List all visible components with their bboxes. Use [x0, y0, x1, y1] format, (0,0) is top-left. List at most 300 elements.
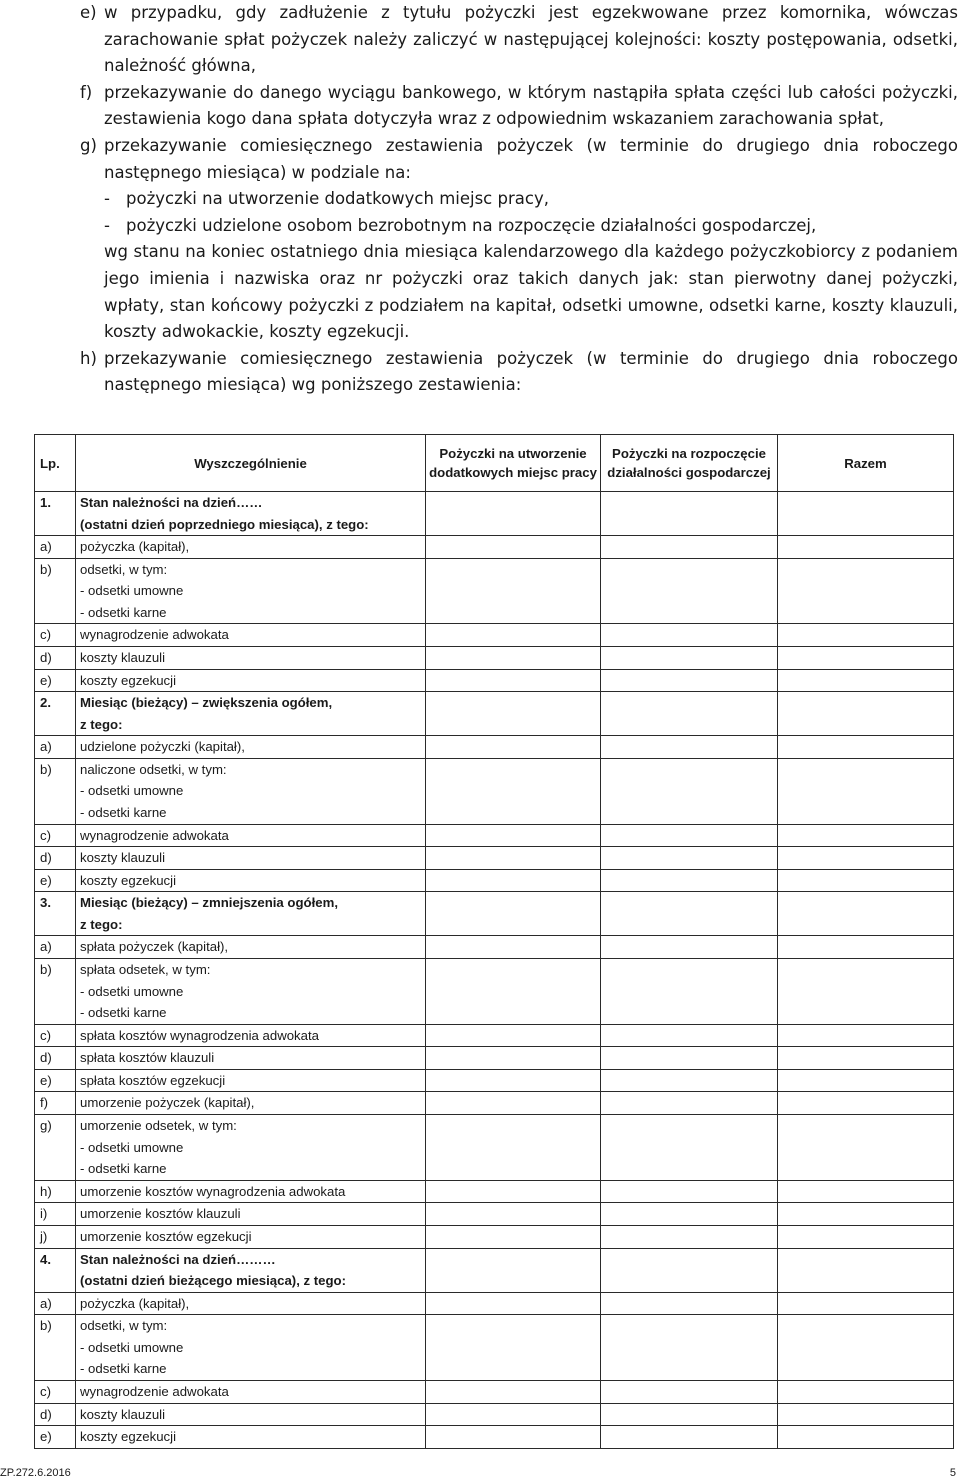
row-lp: a): [35, 536, 76, 559]
table-row: [35, 558, 954, 580]
clause-g-dash-2: [80, 213, 958, 240]
row-description: [76, 1315, 426, 1337]
row-description: [76, 536, 426, 559]
value-cell-new-jobs[interactable]: [426, 646, 601, 669]
row-description-line: umorzenie odsetek, w tym:: [80, 1118, 237, 1134]
value-cell-total[interactable]: [778, 1315, 954, 1337]
value-cell-new-jobs[interactable]: [426, 1358, 601, 1380]
row-description: [76, 1137, 426, 1159]
clause-g-continuation: wg stanu na koniec ostatniego dnia miesiąca kalendarzowego dla każdego pożyczkobiorcy z podaniem jego imienia i nazwiska oraz nr pożyczki oraz takich danych jak: stan pierwotny danej pożyczki, wpłaty, stan końcowy pożyczki z podziałem na kapitał, odsetki umowne, odsetki karne, koszty klauzuli, koszty adwokackie, koszty egzekucji.: [104, 242, 958, 342]
value-cell-new-jobs[interactable]: [426, 536, 601, 559]
row-lp: d): [35, 847, 76, 870]
value-cell-new-jobs[interactable]: [426, 492, 601, 536]
value-cell-business-start[interactable]: [601, 602, 778, 624]
row-description: [76, 580, 426, 602]
row-description: [76, 780, 426, 802]
row-description-line: z tego:: [80, 916, 123, 932]
value-cell-business-start[interactable]: [601, 824, 778, 847]
value-cell-new-jobs[interactable]: [426, 1226, 601, 1249]
row-lp: c): [35, 624, 76, 647]
value-cell-business-start[interactable]: [601, 1381, 778, 1404]
value-cell-new-jobs[interactable]: [426, 1381, 601, 1404]
table-row: [35, 1002, 954, 1024]
table-row: [35, 1381, 954, 1404]
row-lp: c): [35, 1381, 76, 1404]
value-cell-new-jobs[interactable]: [426, 1024, 601, 1047]
row-lp: d): [35, 1047, 76, 1070]
value-cell-new-jobs[interactable]: [426, 558, 601, 580]
table-row: [35, 1337, 954, 1359]
row-description: [76, 1358, 426, 1380]
value-cell-new-jobs[interactable]: [426, 1115, 601, 1137]
row-description: [76, 1158, 426, 1180]
row-description-line: pożyczka (kapitał),: [80, 1295, 190, 1311]
value-cell-business-start[interactable]: [601, 1092, 778, 1115]
value-cell-new-jobs[interactable]: [426, 1047, 601, 1070]
clause-f-text: przekazywanie do danego wyciągu bankowego, w którym nastąpiła spłata części lub całości pożyczki, zestawienia kogo dana spłata dotyczyła wraz z odpowiednim wskazaniem zarachowania spłat,: [104, 82, 958, 129]
loan-statement-table: [34, 434, 954, 1449]
row-lp: [35, 802, 76, 824]
row-description-line: z tego:: [80, 716, 123, 732]
value-cell-business-start[interactable]: [601, 736, 778, 759]
row-description-line: umorzenie pożyczek (kapitał),: [80, 1095, 255, 1111]
value-cell-new-jobs[interactable]: [426, 1315, 601, 1337]
value-cell-business-start[interactable]: [601, 536, 778, 559]
value-cell-total[interactable]: [778, 580, 954, 602]
row-description: [76, 558, 426, 580]
row-description: [76, 1403, 426, 1426]
row-lp: 3.: [35, 892, 76, 936]
row-description-line: Stan należności na dzień………: [80, 1251, 276, 1267]
row-description-line: Miesiąc (bieżący) – zwiększenia ogółem,: [80, 695, 333, 711]
value-cell-new-jobs[interactable]: [426, 780, 601, 802]
row-lp: j): [35, 1226, 76, 1249]
table-row: [35, 1426, 954, 1449]
value-cell-new-jobs[interactable]: [426, 869, 601, 892]
row-lp: b): [35, 958, 76, 980]
value-cell-total[interactable]: [778, 1002, 954, 1024]
value-cell-total[interactable]: [778, 1426, 954, 1449]
table-row: [35, 1115, 954, 1137]
value-cell-new-jobs[interactable]: [426, 824, 601, 847]
row-description: [76, 802, 426, 824]
row-description-line: odsetki, w tym:: [80, 561, 168, 577]
value-cell-business-start[interactable]: [601, 580, 778, 602]
value-cell-business-start[interactable]: [601, 892, 778, 936]
value-cell-new-jobs[interactable]: [426, 1292, 601, 1315]
row-description: [76, 1069, 426, 1092]
row-description-line: udzielone pożyczki (kapitał),: [80, 739, 245, 755]
row-description: [76, 1047, 426, 1070]
table-row: [35, 580, 954, 602]
value-cell-business-start[interactable]: [601, 1047, 778, 1070]
dash-text: pożyczki na utworzenie dodatkowych miejsc pracy,: [126, 189, 549, 209]
table-body: [35, 492, 954, 1449]
value-cell-total[interactable]: [778, 1248, 954, 1292]
row-lp: [35, 981, 76, 1003]
row-lp: a): [35, 1292, 76, 1315]
row-description: [76, 1002, 426, 1024]
row-description-line: koszty klauzuli: [80, 649, 166, 665]
table-row: [35, 1024, 954, 1047]
row-description: [76, 1226, 426, 1249]
row-lp: e): [35, 1069, 76, 1092]
value-cell-business-start[interactable]: [601, 646, 778, 669]
value-cell-total[interactable]: [778, 869, 954, 892]
value-cell-business-start[interactable]: [601, 1292, 778, 1315]
row-lp: [35, 780, 76, 802]
value-cell-business-start[interactable]: [601, 1137, 778, 1159]
value-cell-new-jobs[interactable]: [426, 1248, 601, 1292]
value-cell-business-start[interactable]: [601, 492, 778, 536]
row-description: [76, 1203, 426, 1226]
row-description-line: naliczone odsetki, w tym:: [80, 761, 227, 777]
value-cell-business-start[interactable]: [601, 1248, 778, 1292]
row-description: [76, 1292, 426, 1315]
value-cell-business-start[interactable]: [601, 1115, 778, 1137]
row-description: [76, 1180, 426, 1203]
value-cell-business-start[interactable]: [601, 981, 778, 1003]
row-lp: d): [35, 646, 76, 669]
value-cell-total[interactable]: [778, 692, 954, 736]
row-lp: f): [35, 1092, 76, 1115]
row-description: [76, 624, 426, 647]
row-lp: e): [35, 669, 76, 692]
value-cell-new-jobs[interactable]: [426, 892, 601, 936]
row-description: [76, 692, 426, 736]
value-cell-total[interactable]: [778, 736, 954, 759]
table-row: [35, 1047, 954, 1070]
value-cell-business-start[interactable]: [601, 1337, 778, 1359]
value-cell-total[interactable]: [778, 1358, 954, 1380]
table-row: [35, 492, 954, 536]
value-cell-total[interactable]: [778, 1092, 954, 1115]
row-description: [76, 981, 426, 1003]
row-description: [76, 1024, 426, 1047]
row-description: [76, 669, 426, 692]
row-lp: b): [35, 1315, 76, 1337]
value-cell-total[interactable]: [778, 981, 954, 1003]
document-reference: ZP.272.6.2016: [0, 1467, 71, 1479]
clause-e-text: w przypadku, gdy zadłużenie z tytułu pożyczki jest egzekwowane przez komornika, wówczas zarachowanie spłat pożyczek należy zaliczyć w następującej kolejności: koszty postępowania, odsetki, należność główna,: [104, 3, 958, 76]
row-description: [76, 646, 426, 669]
value-cell-total[interactable]: [778, 1403, 954, 1426]
row-lp: 4.: [35, 1248, 76, 1292]
clause-g: [80, 133, 958, 186]
row-description: [76, 492, 426, 536]
value-cell-total[interactable]: [778, 1158, 954, 1180]
value-cell-new-jobs[interactable]: [426, 1337, 601, 1359]
value-cell-total[interactable]: [778, 1381, 954, 1404]
value-cell-new-jobs[interactable]: [426, 981, 601, 1003]
table-row: [35, 669, 954, 692]
row-description-line: wynagrodzenie adwokata: [80, 1384, 229, 1399]
row-lp: h): [35, 1180, 76, 1203]
table-row: [35, 624, 954, 647]
row-lp: [35, 1337, 76, 1359]
value-cell-new-jobs[interactable]: [426, 1180, 601, 1203]
row-description-line: koszty egzekucji: [80, 872, 177, 888]
row-description-line: - odsetki umowne: [80, 1339, 184, 1355]
row-description: [76, 869, 426, 892]
value-cell-business-start[interactable]: [601, 1002, 778, 1024]
row-description: [76, 602, 426, 624]
value-cell-new-jobs[interactable]: [426, 736, 601, 759]
row-description-line: wynagrodzenie adwokata: [80, 827, 229, 843]
row-lp: e): [35, 869, 76, 892]
table-row: [35, 646, 954, 669]
value-cell-new-jobs[interactable]: [426, 1002, 601, 1024]
row-description-line: - odsetki umowne: [80, 583, 184, 599]
row-description-line: spłata kosztów klauzuli: [80, 1050, 215, 1066]
row-lp: c): [35, 824, 76, 847]
row-description-line: - odsetki karne: [80, 1361, 167, 1377]
clause-h-text: przekazywanie comiesięcznego zestawienia pożyczek (w terminie do drugiego dnia roboczego następnego miesiąca) wg poniższego zestawienia:: [104, 348, 958, 395]
value-cell-total[interactable]: [778, 624, 954, 647]
value-cell-business-start[interactable]: [601, 558, 778, 580]
clause-e-label: e): [80, 3, 97, 22]
value-cell-total[interactable]: [778, 1024, 954, 1047]
header-total: Razem: [778, 435, 954, 492]
value-cell-new-jobs[interactable]: [426, 1137, 601, 1159]
value-cell-business-start[interactable]: [601, 936, 778, 959]
row-description-line: spłata kosztów wynagrodzenia adwokata: [80, 1027, 319, 1043]
value-cell-total[interactable]: [778, 492, 954, 536]
row-lp: [35, 1158, 76, 1180]
row-description-line: koszty klauzuli: [80, 850, 166, 866]
value-cell-business-start[interactable]: [601, 802, 778, 824]
row-description-line: - odsetki umowne: [80, 783, 184, 799]
header-new-jobs-loans: Pożyczki na utworzenie dodatkowych miejsc pracy: [426, 435, 601, 492]
value-cell-total[interactable]: [778, 669, 954, 692]
table-row: [35, 847, 954, 870]
row-description: [76, 958, 426, 980]
value-cell-business-start[interactable]: [601, 1203, 778, 1226]
row-description-line: - odsetki karne: [80, 1161, 167, 1177]
clause-e: [80, 0, 958, 80]
row-lp: [35, 1002, 76, 1024]
table-row: [35, 692, 954, 736]
value-cell-new-jobs[interactable]: [426, 1069, 601, 1092]
row-description: [76, 1381, 426, 1404]
value-cell-total[interactable]: [778, 1047, 954, 1070]
row-description-line: Miesiąc (bieżący) – zmniejszenia ogółem,: [80, 895, 338, 911]
row-lp: i): [35, 1203, 76, 1226]
value-cell-total[interactable]: [778, 602, 954, 624]
value-cell-total[interactable]: [778, 802, 954, 824]
row-description-line: - odsetki umowne: [80, 1139, 184, 1155]
value-cell-new-jobs[interactable]: [426, 1403, 601, 1426]
row-description-line: Stan należności na dzień……: [80, 495, 263, 510]
row-lp: [35, 1137, 76, 1159]
row-description-line: koszty egzekucji: [80, 672, 177, 688]
value-cell-new-jobs[interactable]: [426, 1203, 601, 1226]
value-cell-new-jobs[interactable]: [426, 1092, 601, 1115]
row-description: [76, 1248, 426, 1292]
value-cell-total[interactable]: [778, 936, 954, 959]
clause-f-label: f): [80, 82, 93, 102]
table-row: [35, 1092, 954, 1115]
value-cell-business-start[interactable]: [601, 1315, 778, 1337]
value-cell-new-jobs[interactable]: [426, 847, 601, 870]
table-row: [35, 1403, 954, 1426]
row-description: [76, 758, 426, 780]
row-lp: [35, 580, 76, 602]
row-lp: g): [35, 1115, 76, 1137]
row-description-line: - odsetki karne: [80, 1005, 167, 1021]
value-cell-new-jobs[interactable]: [426, 692, 601, 736]
value-cell-new-jobs[interactable]: [426, 758, 601, 780]
row-description: [76, 892, 426, 936]
row-description: [76, 736, 426, 759]
row-description-line: koszty klauzuli: [80, 1406, 166, 1422]
clause-h: [80, 346, 958, 399]
value-cell-business-start[interactable]: [601, 847, 778, 870]
value-cell-new-jobs[interactable]: [426, 669, 601, 692]
value-cell-total[interactable]: [778, 1292, 954, 1315]
table-row: [35, 1203, 954, 1226]
value-cell-new-jobs[interactable]: [426, 1426, 601, 1449]
table-row: [35, 981, 954, 1003]
clause-g-dash-1: [80, 186, 958, 213]
header-description: Wyszczególnienie: [76, 435, 426, 492]
row-description-line: umorzenie kosztów klauzuli: [80, 1206, 241, 1222]
row-description-line: - odsetki umowne: [80, 983, 184, 999]
header-business-start-loans: Pożyczki na rozpoczęcie działalności gospodarczej: [601, 435, 778, 492]
value-cell-total[interactable]: [778, 1115, 954, 1137]
value-cell-total[interactable]: [778, 780, 954, 802]
table-row: [35, 602, 954, 624]
row-lp: d): [35, 1403, 76, 1426]
table-row: [35, 1180, 954, 1203]
row-description: [76, 1337, 426, 1359]
table-row: [35, 892, 954, 936]
value-cell-total[interactable]: [778, 1226, 954, 1249]
value-cell-new-jobs[interactable]: [426, 602, 601, 624]
value-cell-business-start[interactable]: [601, 758, 778, 780]
value-cell-total[interactable]: [778, 1137, 954, 1159]
value-cell-business-start[interactable]: [601, 1358, 778, 1380]
row-description-line: wynagrodzenie adwokata: [80, 627, 229, 643]
table-row: [35, 1069, 954, 1092]
row-lp: [35, 602, 76, 624]
value-cell-total[interactable]: [778, 892, 954, 936]
row-description-line: koszty egzekucji: [80, 1429, 177, 1445]
value-cell-business-start[interactable]: [601, 1180, 778, 1203]
value-cell-new-jobs[interactable]: [426, 802, 601, 824]
row-description-line: (ostatni dzień bieżącego miesiąca), z tego:: [80, 1273, 347, 1289]
row-lp: b): [35, 758, 76, 780]
row-description: [76, 1426, 426, 1449]
row-description: [76, 1092, 426, 1115]
value-cell-total[interactable]: [778, 847, 954, 870]
table-row: [35, 1158, 954, 1180]
row-description: [76, 936, 426, 959]
row-description-line: (ostatni dzień poprzedniego miesiąca), z tego:: [80, 516, 369, 532]
row-lp: 2.: [35, 692, 76, 736]
dash-marker: -: [104, 189, 110, 209]
value-cell-business-start[interactable]: [601, 780, 778, 802]
value-cell-total[interactable]: [778, 1337, 954, 1359]
row-lp: a): [35, 736, 76, 759]
row-description-line: odsetki, w tym:: [80, 1318, 168, 1334]
contract-clauses: [80, 0, 958, 399]
header-lp: Lp.: [35, 435, 76, 492]
table-row: [35, 824, 954, 847]
clause-g-label: g): [80, 135, 97, 155]
value-cell-total[interactable]: [778, 758, 954, 780]
value-cell-new-jobs[interactable]: [426, 624, 601, 647]
value-cell-business-start[interactable]: [601, 692, 778, 736]
value-cell-business-start[interactable]: [601, 1069, 778, 1092]
clause-g-text: przekazywanie comiesięcznego zestawienia pożyczek (w terminie do drugiego dnia roboczego następnego miesiąca) w podziale na:: [104, 135, 958, 182]
value-cell-total[interactable]: [778, 646, 954, 669]
table-row: [35, 1248, 954, 1292]
row-description-line: - odsetki karne: [80, 804, 167, 820]
page-number: 5: [949, 1467, 956, 1479]
value-cell-new-jobs[interactable]: [426, 1158, 601, 1180]
value-cell-new-jobs[interactable]: [426, 580, 601, 602]
value-cell-business-start[interactable]: [601, 1158, 778, 1180]
value-cell-total[interactable]: [778, 1069, 954, 1092]
value-cell-business-start[interactable]: [601, 1226, 778, 1249]
value-cell-business-start[interactable]: [601, 869, 778, 892]
value-cell-business-start[interactable]: [601, 958, 778, 980]
row-description: [76, 824, 426, 847]
value-cell-business-start[interactable]: [601, 1426, 778, 1449]
clause-f: [80, 80, 958, 133]
value-cell-total[interactable]: [778, 1203, 954, 1226]
row-description: [76, 847, 426, 870]
row-lp: b): [35, 558, 76, 580]
value-cell-total[interactable]: [778, 824, 954, 847]
value-cell-new-jobs[interactable]: [426, 958, 601, 980]
value-cell-business-start[interactable]: [601, 624, 778, 647]
row-description-line: umorzenie kosztów egzekucji: [80, 1229, 252, 1245]
row-lp: e): [35, 1426, 76, 1449]
table-row: [35, 1358, 954, 1380]
table-row: [35, 536, 954, 559]
value-cell-business-start[interactable]: [601, 669, 778, 692]
row-description: [76, 1115, 426, 1137]
row-lp: [35, 1358, 76, 1380]
row-description-line: spłata kosztów egzekucji: [80, 1072, 226, 1088]
table-row: [35, 869, 954, 892]
value-cell-total[interactable]: [778, 536, 954, 559]
clause-h-label: h): [80, 348, 97, 368]
table-row: [35, 1292, 954, 1315]
table-row: [35, 1226, 954, 1249]
value-cell-new-jobs[interactable]: [426, 936, 601, 959]
value-cell-total[interactable]: [778, 558, 954, 580]
value-cell-business-start[interactable]: [601, 1024, 778, 1047]
table-row: [35, 802, 954, 824]
table-row: [35, 780, 954, 802]
row-description-line: umorzenie kosztów wynagrodzenia adwokata: [80, 1183, 346, 1199]
row-description-line: spłata pożyczek (kapitał),: [80, 939, 229, 955]
value-cell-total[interactable]: [778, 1180, 954, 1203]
table-row: [35, 758, 954, 780]
row-lp: 1.: [35, 492, 76, 536]
row-description-line: pożyczka (kapitał),: [80, 539, 190, 554]
row-lp: c): [35, 1024, 76, 1047]
row-lp: a): [35, 936, 76, 959]
value-cell-business-start[interactable]: [601, 1403, 778, 1426]
table-row: [35, 936, 954, 959]
row-description-line: - odsetki karne: [80, 604, 167, 620]
value-cell-total[interactable]: [778, 958, 954, 980]
dash-marker: -: [104, 215, 110, 235]
